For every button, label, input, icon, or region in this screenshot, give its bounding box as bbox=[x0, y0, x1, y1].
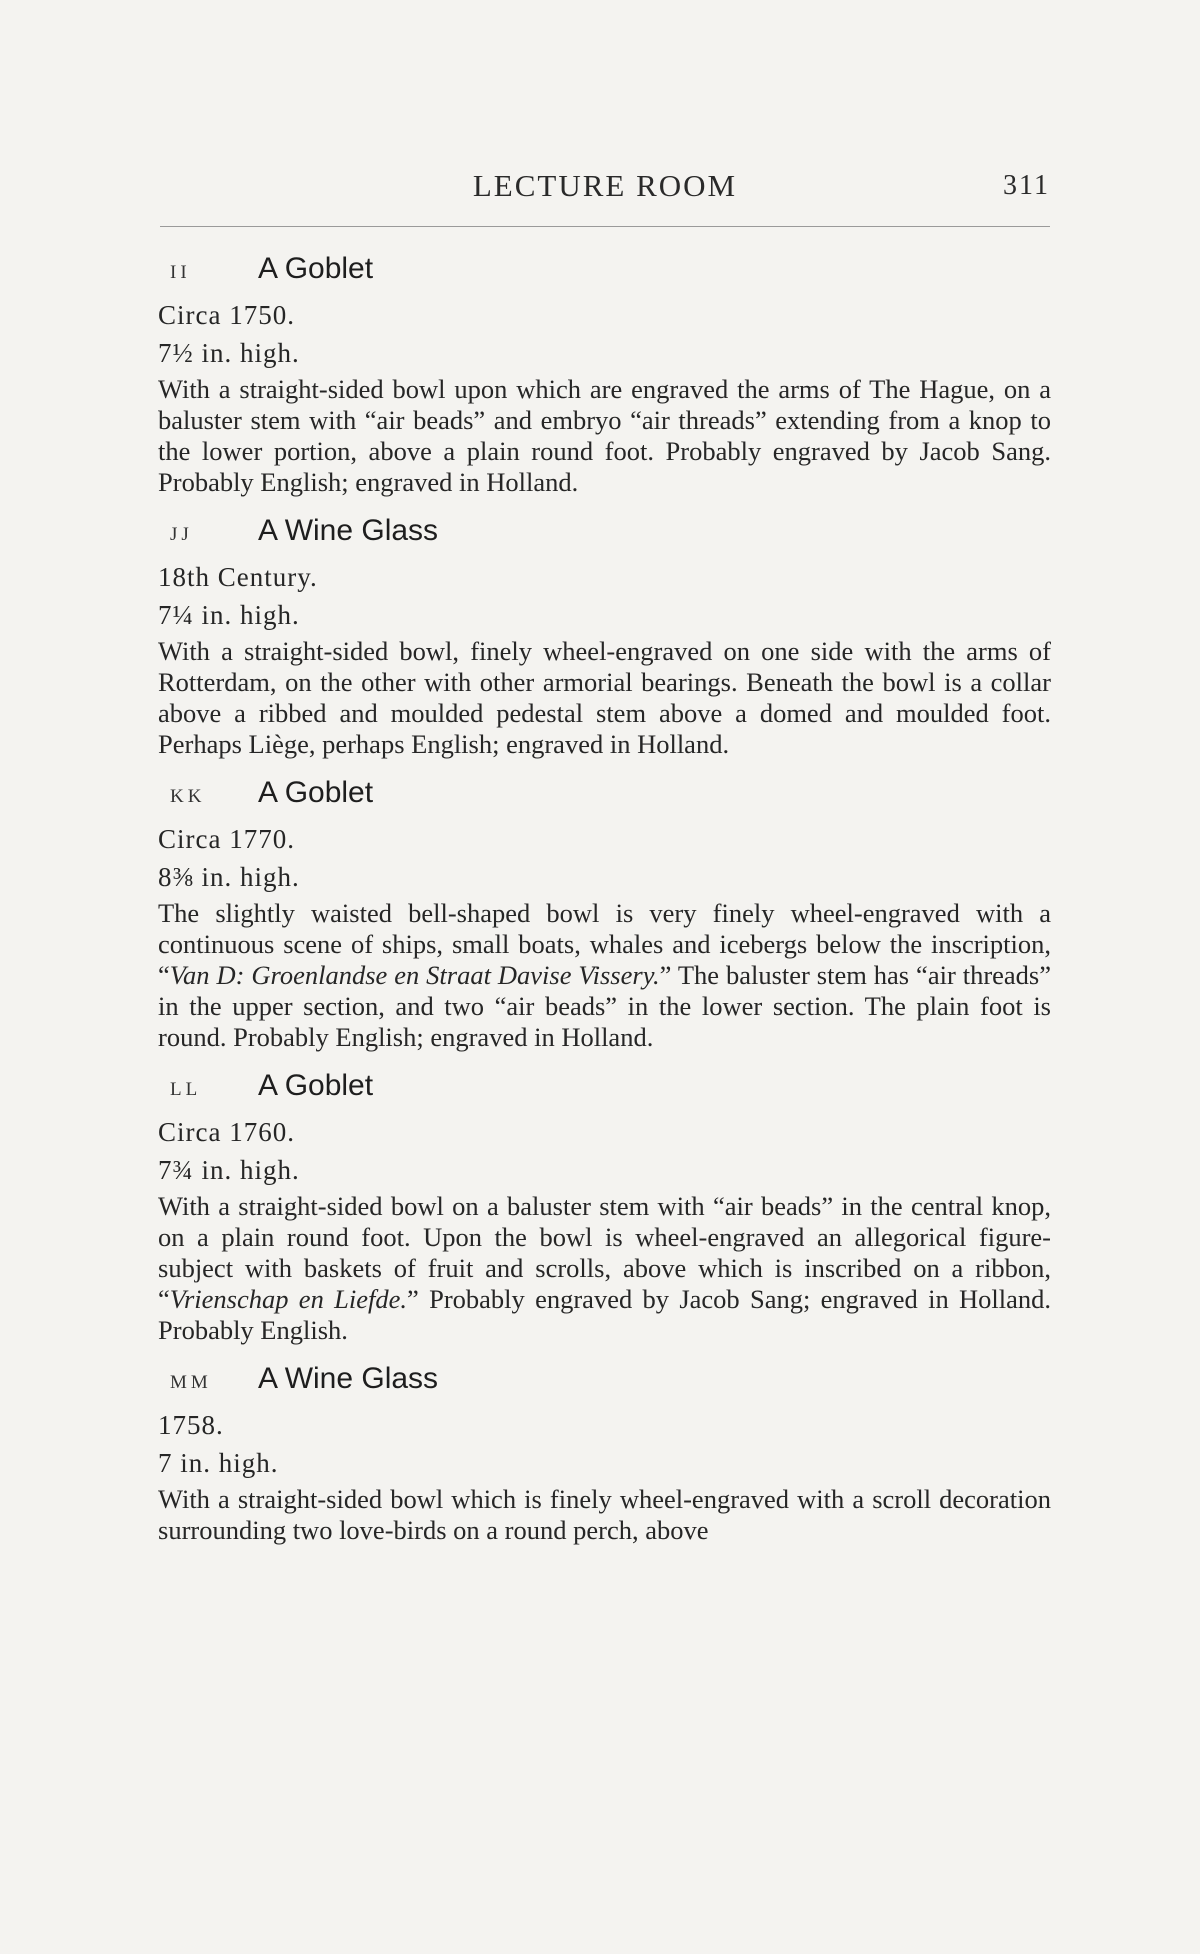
entry-description: With a straight-sided bowl, finely wheel-engraved on one side with the arms of Rotterdam, on the other with other armorial bearings. Beneath the bowl is a collar above a ribbed and moulded pedestal stem above a domed and moulded foot. Perhaps Liège, perhaps English; engraved in Holland. bbox=[158, 636, 1051, 759]
entry-height: 7¾ in. high. bbox=[158, 1155, 300, 1185]
entry-date: Circa 1770. bbox=[158, 824, 295, 854]
lot-label: KK bbox=[170, 786, 206, 807]
entry-date: 18th Century. bbox=[158, 562, 318, 592]
entry-heading bbox=[158, 1362, 1051, 1406]
entry-description bbox=[158, 898, 1051, 1053]
entry-date: Circa 1760. bbox=[158, 1117, 295, 1147]
catalogue-entry-ii bbox=[158, 252, 1051, 498]
entry-title: A Wine Glass bbox=[258, 514, 439, 547]
entry-heading bbox=[158, 1069, 1051, 1113]
catalogue-entry-kk bbox=[158, 776, 1051, 1053]
entry-height: 7 in. high. bbox=[158, 1448, 279, 1478]
entry-heading bbox=[158, 252, 1051, 296]
lot-label: II bbox=[170, 262, 191, 283]
lot-label: MM bbox=[170, 1372, 212, 1393]
lot-label: LL bbox=[170, 1079, 202, 1100]
inscription-text: Van D: Groenlandse en Straat Davise Vissery. bbox=[169, 960, 660, 990]
header-rule bbox=[160, 226, 1050, 227]
entry-date: 1758. bbox=[158, 1410, 224, 1440]
entry-heading bbox=[158, 776, 1051, 820]
description-text: The slightly waisted bell-shaped bowl is very finely wheel-engraved with a continuous scene of ships, small boats, whales and icebergs below the inscription, “ bbox=[158, 898, 1051, 990]
catalogue-entry-jj bbox=[158, 514, 1051, 760]
catalogue-entry-ll bbox=[158, 1069, 1051, 1346]
entry-heading bbox=[158, 514, 1051, 558]
page-header bbox=[160, 168, 1050, 208]
catalogue-entry-mm bbox=[158, 1362, 1051, 1546]
entry-title: A Goblet bbox=[258, 776, 374, 809]
entry-description bbox=[158, 1191, 1051, 1346]
entry-height: 8⅜ in. high. bbox=[158, 862, 300, 892]
inscription-text: Vrienschap en Liefde. bbox=[169, 1284, 408, 1314]
description-text: ” The baluster stem has “air threads” in the upper section, and two “air beads” in the lower section. The plain foot is round. Probably English; engraved in Holland. bbox=[158, 960, 1051, 1052]
entry-title: A Goblet bbox=[258, 1069, 374, 1102]
entry-height: 7½ in. high. bbox=[158, 338, 300, 368]
entry-date: Circa 1750. bbox=[158, 300, 295, 330]
page-number: 311 bbox=[1003, 170, 1050, 201]
entry-description: With a straight-sided bowl which is finely wheel-engraved with a scroll decoration surrounding two love-birds on a round perch, above bbox=[158, 1484, 1051, 1545]
entry-description: With a straight-sided bowl upon which are engraved the arms of The Hague, on a baluster stem with “air beads” and embryo “air threads” extending from a knop to the lower portion, above a plain round foot. Probably engraved by Jacob Sang. Probably English; engraved in Holland. bbox=[158, 374, 1051, 497]
running-title: LECTURE ROOM bbox=[472, 168, 738, 203]
lot-label: JJ bbox=[170, 524, 193, 545]
description-text: ” Probably engraved by Jacob Sang; engraved in Holland. Probably English. bbox=[158, 1284, 1052, 1345]
entry-title: A Wine Glass bbox=[258, 1362, 439, 1395]
description-text: With a straight-sided bowl on a baluster stem with “air beads” in the central knop, on a plain round foot. Upon the bowl is wheel-engraved an allegorical figure-subject with baskets of fruit and scrolls, above which is inscribed on a ribbon, “ bbox=[158, 1191, 1051, 1314]
entry-height: 7¼ in. high. bbox=[158, 600, 300, 630]
entry-title: A Goblet bbox=[258, 252, 374, 285]
entries-list bbox=[158, 252, 1051, 1562]
